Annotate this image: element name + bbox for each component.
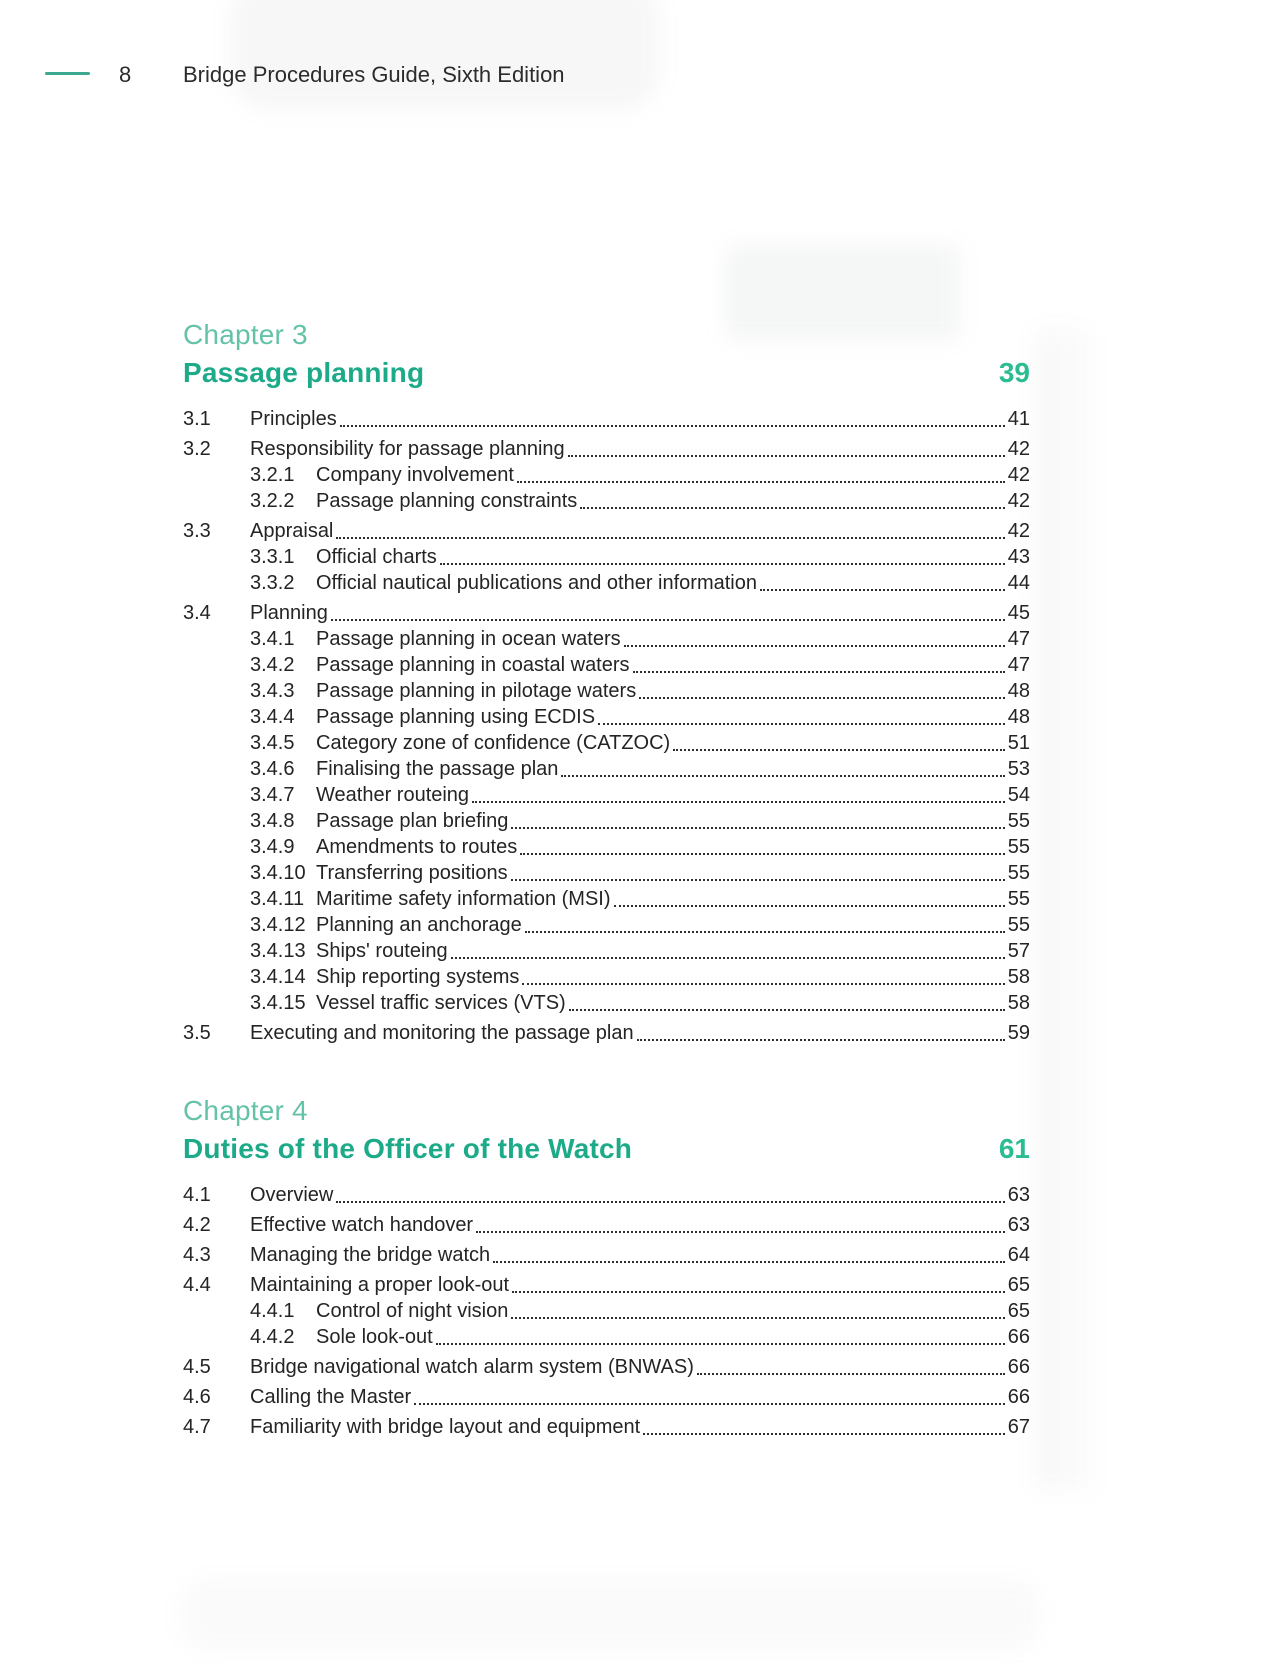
toc-entry-title: Weather routeing <box>316 784 470 806</box>
toc-row <box>250 626 1030 652</box>
toc-entry-title: Planning <box>250 602 328 624</box>
toc-dotted-leader <box>569 1009 1005 1011</box>
toc-entry-title: Passage planning using ECDIS <box>316 706 596 728</box>
chapter-entries <box>183 1182 1030 1440</box>
toc-page-number: 42 <box>1007 438 1030 460</box>
toc-section-number: 4.5 <box>183 1356 211 1378</box>
toc-entry-title: Bridge navigational watch alarm system (BNWAS) <box>250 1356 694 1378</box>
toc-page-number: 47 <box>1007 654 1030 676</box>
toc-dotted-leader <box>520 853 1005 855</box>
toc-dotted-leader <box>624 645 1005 647</box>
toc-row <box>250 834 1030 860</box>
toc-dotted-leader <box>493 1261 1005 1263</box>
toc-row <box>250 1324 1030 1350</box>
toc-page-number: 43 <box>1007 546 1030 568</box>
toc-row <box>183 1384 1030 1410</box>
toc-entry-title: Category zone of confidence (CATZOC) <box>316 732 671 754</box>
scan-artifact <box>180 1580 1040 1650</box>
toc-page-number: 48 <box>1007 706 1030 728</box>
toc-section-number: 3.4.7 <box>250 784 295 806</box>
toc-page-number: 58 <box>1007 966 1030 988</box>
toc-row <box>183 1212 1030 1238</box>
toc-dotted-leader <box>517 481 1005 483</box>
toc-page-number: 45 <box>1007 602 1030 624</box>
toc-dotted-leader <box>414 1403 1005 1405</box>
toc-dotted-leader <box>760 589 1005 591</box>
toc-entry-title: Finalising the passage plan <box>316 758 559 780</box>
toc-page-number: 63 <box>1007 1184 1030 1206</box>
toc-dotted-leader <box>673 749 1005 751</box>
toc-page-number: 55 <box>1007 836 1030 858</box>
toc-entry-title: Passage planning in coastal waters <box>316 654 630 676</box>
toc-row <box>183 436 1030 462</box>
toc-section-number: 4.4.1 <box>250 1300 295 1322</box>
toc-page-number: 63 <box>1007 1214 1030 1236</box>
toc-row <box>250 990 1030 1016</box>
toc-section-number: 3.4.5 <box>250 732 295 754</box>
toc-entry-title: Sole look-out <box>316 1326 433 1348</box>
toc-row <box>250 756 1030 782</box>
toc-row <box>250 570 1030 596</box>
toc-dotted-leader <box>476 1231 1005 1233</box>
toc-page-number: 65 <box>1007 1274 1030 1296</box>
toc-section-number: 3.3.1 <box>250 546 295 568</box>
toc-section-number: 3.3.2 <box>250 572 295 594</box>
chapter-title-row <box>183 356 1030 390</box>
toc-entry-title: Maritime safety information (MSI) <box>316 888 611 910</box>
toc-dotted-leader <box>440 563 1005 565</box>
toc-row <box>183 600 1030 626</box>
toc-section-number: 3.4.4 <box>250 706 295 728</box>
toc-page-number: 54 <box>1007 784 1030 806</box>
accent-dash <box>45 72 90 75</box>
toc-entry-title: Executing and monitoring the passage plan <box>250 1022 634 1044</box>
toc-section-number: 3.4.11 <box>250 888 305 910</box>
page-header <box>0 60 1284 94</box>
toc-section-number: 4.6 <box>183 1386 211 1408</box>
toc-page-number: 65 <box>1007 1300 1030 1322</box>
toc-row <box>250 652 1030 678</box>
toc-section-number: 3.4.8 <box>250 810 295 832</box>
toc-section-number: 3.4.1 <box>250 628 295 650</box>
toc-page-number: 41 <box>1007 408 1030 430</box>
toc-row <box>250 488 1030 514</box>
toc-section-number: 3.2.2 <box>250 490 295 512</box>
toc-row <box>250 544 1030 570</box>
toc-dotted-leader <box>511 827 1004 829</box>
toc-row <box>183 1020 1030 1046</box>
toc-dotted-leader <box>331 619 1005 621</box>
toc-dotted-leader <box>561 775 1004 777</box>
toc-section-number: 3.4.2 <box>250 654 295 676</box>
toc-dotted-leader <box>643 1433 1005 1435</box>
chapter-label: Chapter 3 <box>183 319 308 350</box>
toc-entry-title: Effective watch handover <box>250 1214 474 1236</box>
chapter-title: Passage planning <box>183 357 425 388</box>
toc-entry-title: Appraisal <box>250 520 334 542</box>
toc-page-number: 48 <box>1007 680 1030 702</box>
toc-dotted-leader <box>340 425 1005 427</box>
toc-page-number: 47 <box>1007 628 1030 650</box>
toc-section-number: 3.4.14 <box>250 966 306 988</box>
toc-entry-title: Passage plan briefing <box>316 810 509 832</box>
toc-row <box>250 704 1030 730</box>
chapter-entries <box>183 406 1030 1046</box>
toc-entry-title: Planning an anchorage <box>316 914 522 936</box>
toc-entry-title: Official nautical publications and other information <box>316 572 757 594</box>
toc-section-number: 3.3 <box>183 520 211 542</box>
toc-page-number: 55 <box>1007 862 1030 884</box>
toc-dotted-leader <box>336 537 1004 539</box>
toc-section-number: 3.4 <box>183 602 211 624</box>
toc-row <box>250 1298 1030 1324</box>
toc-section-number: 3.4.3 <box>250 680 295 702</box>
toc-section-number: 3.2.1 <box>250 464 295 486</box>
toc-page-number: 59 <box>1007 1022 1030 1044</box>
toc-dotted-leader <box>436 1343 1005 1345</box>
toc-page-number: 55 <box>1007 888 1030 910</box>
running-title: Bridge Procedures Guide, Sixth Edition <box>183 62 565 87</box>
toc-row <box>183 1272 1030 1298</box>
toc-section-number: 4.1 <box>183 1184 211 1206</box>
toc-entry-title: Passage planning constraints <box>316 490 578 512</box>
toc-entry-title: Official charts <box>316 546 437 568</box>
scan-artifact <box>1036 330 1094 1490</box>
toc-row <box>183 1182 1030 1208</box>
toc-entry-title: Control of night vision <box>316 1300 509 1322</box>
toc-entry-title: Familiarity with bridge layout and equipment <box>250 1416 641 1438</box>
toc-entry-title: Responsibility for passage planning <box>250 438 565 460</box>
toc-section-number: 3.4.9 <box>250 836 295 858</box>
toc-entry-title: Transferring positions <box>316 862 508 884</box>
toc-page-number: 44 <box>1007 572 1030 594</box>
chapter-page-number: 39 <box>998 357 1030 388</box>
toc-dotted-leader <box>512 1291 1005 1293</box>
toc-dotted-leader <box>511 879 1005 881</box>
toc-row <box>250 808 1030 834</box>
toc-section-number: 4.3 <box>183 1244 211 1266</box>
toc-page-number: 67 <box>1007 1416 1030 1438</box>
chapter-title: Duties of the Officer of the Watch <box>183 1133 633 1164</box>
toc-page-number: 57 <box>1007 940 1030 962</box>
toc-page-number: 58 <box>1007 992 1030 1014</box>
toc-dotted-leader <box>511 1317 1004 1319</box>
chapter-section <box>183 318 1030 1046</box>
toc-row <box>183 406 1030 432</box>
toc-row <box>183 1354 1030 1380</box>
page-number: 8 <box>119 62 132 87</box>
toc-entry-title: Passage planning in ocean waters <box>316 628 621 650</box>
toc-page-number: 55 <box>1007 810 1030 832</box>
toc-dotted-leader <box>633 671 1005 673</box>
toc-section-number: 3.4.10 <box>250 862 306 884</box>
toc-page-number: 51 <box>1007 732 1030 754</box>
chapter-title-row <box>183 1132 1030 1166</box>
toc-page-number: 53 <box>1007 758 1030 780</box>
chapter-section <box>183 1094 1030 1440</box>
toc-dotted-leader <box>451 957 1005 959</box>
toc-section-number: 3.1 <box>183 408 211 430</box>
toc-section-number: 3.4.6 <box>250 758 295 780</box>
toc-row <box>183 1414 1030 1440</box>
toc-row <box>250 678 1030 704</box>
toc-page-number: 42 <box>1007 464 1030 486</box>
toc-entry-title: Vessel traffic services (VTS) <box>316 992 566 1014</box>
toc-section-number: 4.4.2 <box>250 1326 295 1348</box>
toc-entry-title: Passage planning in pilotage waters <box>316 680 637 702</box>
toc-page-number: 42 <box>1007 520 1030 542</box>
toc-row <box>250 938 1030 964</box>
toc-entry-title: Amendments to routes <box>316 836 518 858</box>
toc-page-number: 66 <box>1007 1326 1030 1348</box>
table-of-contents <box>183 318 1030 1440</box>
toc-dotted-leader <box>568 455 1005 457</box>
toc-row <box>250 462 1030 488</box>
toc-row <box>250 964 1030 990</box>
toc-page-number: 55 <box>1007 914 1030 936</box>
toc-entry-title: Company involvement <box>316 464 514 486</box>
toc-section-number: 3.4.13 <box>250 940 306 962</box>
toc-dotted-leader <box>598 723 1005 725</box>
toc-section-number: 4.4 <box>183 1274 211 1296</box>
toc-row <box>250 860 1030 886</box>
toc-dotted-leader <box>697 1373 1005 1375</box>
toc-page-number: 64 <box>1007 1244 1030 1266</box>
toc-entry-title: Calling the Master <box>250 1386 412 1408</box>
toc-section-number: 3.2 <box>183 438 211 460</box>
toc-row <box>183 1242 1030 1268</box>
toc-row <box>250 912 1030 938</box>
toc-page-number: 66 <box>1007 1356 1030 1378</box>
toc-page-number: 42 <box>1007 490 1030 512</box>
toc-entry-title: Maintaining a proper look-out <box>250 1274 510 1296</box>
toc-row <box>250 730 1030 756</box>
toc-entry-title: Overview <box>250 1184 334 1206</box>
toc-dotted-leader <box>472 801 1005 803</box>
chapter-label: Chapter 4 <box>183 1095 308 1126</box>
toc-row <box>250 886 1030 912</box>
toc-section-number: 3.4.15 <box>250 992 306 1014</box>
toc-dotted-leader <box>580 507 1004 509</box>
toc-entry-title: Ship reporting systems <box>316 966 520 988</box>
toc-row <box>250 782 1030 808</box>
toc-entry-title: Managing the bridge watch <box>250 1244 491 1266</box>
toc-dotted-leader <box>336 1201 1004 1203</box>
toc-section-number: 4.7 <box>183 1416 211 1438</box>
toc-row <box>183 518 1030 544</box>
toc-dotted-leader <box>614 905 1005 907</box>
toc-entry-title: Principles <box>250 408 337 430</box>
toc-dotted-leader <box>525 931 1005 933</box>
toc-entry-title: Ships' routeing <box>316 940 448 962</box>
toc-dotted-leader <box>639 697 1005 699</box>
toc-dotted-leader <box>637 1039 1005 1041</box>
toc-section-number: 3.4.12 <box>250 914 306 936</box>
toc-page-number: 66 <box>1007 1386 1030 1408</box>
toc-section-number: 4.2 <box>183 1214 211 1236</box>
toc-section-number: 3.5 <box>183 1022 211 1044</box>
toc-dotted-leader <box>522 983 1004 985</box>
chapter-page-number: 61 <box>998 1133 1030 1164</box>
